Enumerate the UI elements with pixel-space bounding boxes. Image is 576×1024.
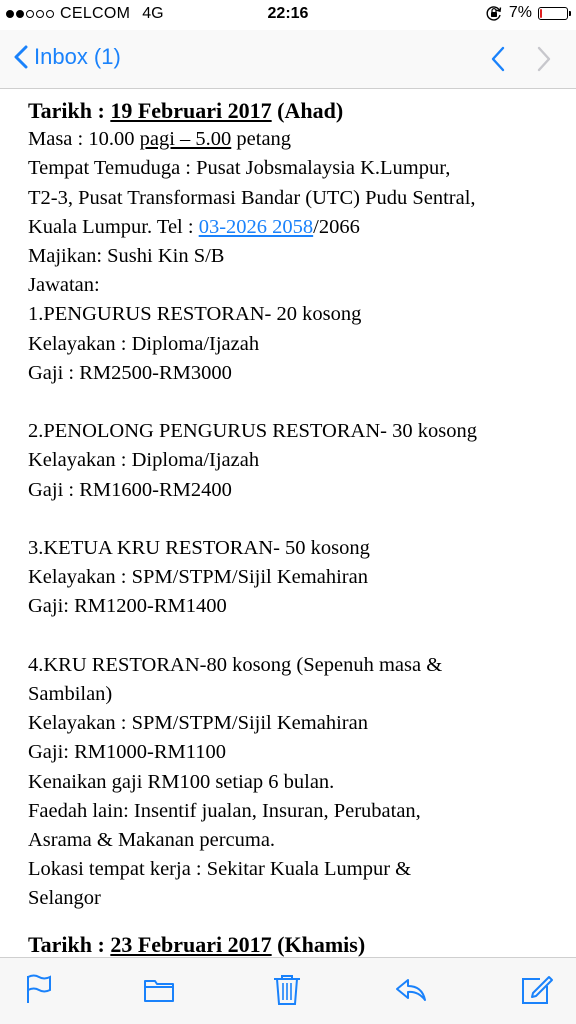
masa-end: petang [231,128,292,151]
spacer [28,505,563,534]
date-heading-2 [28,932,365,958]
previous-message-icon[interactable] [490,46,506,72]
venue-line-3 [28,213,563,242]
job-title: 2.PENOLONG PENGURUS RESTORAN- 30 kosong [28,420,477,443]
job-detail: Gaji: RM1000-RM1100 [28,741,226,764]
heading-prefix: Tarikh : [28,98,111,123]
job-detail: Gaji : RM2500-RM3000 [28,361,232,384]
job-detail: Kenaikan gaji RM100 setiap 6 bulan. [28,770,335,793]
network-type: 4G [142,5,164,22]
heading-day: (Ahad) [271,98,344,123]
job-detail: Gaji : RM1600-RM2400 [28,478,232,501]
status-right [485,4,568,22]
positions-label: Jawatan: [28,274,100,297]
bottom-toolbar [0,957,576,1024]
message-navigation [490,46,552,72]
folder-icon[interactable] [142,972,176,1006]
employer-line: Majikan: Sushi Kin S/B [28,245,225,268]
flag-icon[interactable] [22,972,56,1006]
job-detail: Kelayakan : SPM/STPM/Sijil Kemahiran [28,566,368,589]
job-detail: Kelayakan : Diploma/Ijazah [28,332,260,355]
email-body [28,96,563,936]
job-detail: Faedah lain: Insentif jualan, Insuran, Perubatan, [28,799,421,822]
heading-date: 23 Februari 2017 [110,932,272,957]
venue-city: Kuala Lumpur. Tel : [28,215,199,238]
spacer [28,388,563,417]
job-title: 3.KETUA KRU RESTORAN- 50 kosong [28,537,370,560]
job-detail: Gaji: RM1200-RM1400 [28,595,227,618]
compose-icon[interactable] [520,972,554,1006]
masa-range: pagi – 5.00 [139,128,232,151]
phone-extension: /2066 [313,215,360,238]
next-message-icon[interactable] [536,46,552,72]
phone-link[interactable]: 03-2026 2058 [198,215,314,238]
job-title-continued: Sambilan) [28,683,113,706]
trash-icon[interactable] [270,972,304,1006]
venue-line-1: Tempat Temuduga : Pusat Jobsmalaysia K.Lumpur, [28,157,451,180]
battery-percent: 7% [508,4,532,21]
masa-start: Masa : 10.00 [28,128,140,151]
venue-line-2: T2-3, Pusat Transformasi Bandar (UTC) Pudu Sentral, [28,186,476,209]
job-detail: Kelayakan : SPM/STPM/Sijil Kemahiran [28,712,368,735]
heading-date: 19 Februari 2017 [110,98,272,123]
battery-icon [538,7,568,20]
navigation-bar [0,30,576,89]
status-bar [0,0,576,30]
job-detail: Selangor [28,887,101,910]
carrier-name: CELCOM [60,5,131,22]
reply-icon[interactable] [394,972,428,1006]
job-title: 1.PENGURUS RESTORAN- 20 kosong [28,303,362,326]
job-detail: Lokasi tempat kerja : Sekitar Kuala Lumpur & [28,858,412,881]
job-detail: Asrama & Makanan percuma. [28,829,276,852]
date-heading-1 [28,96,563,125]
heading-prefix: Tarikh : [28,932,111,957]
spacer [28,622,563,651]
time-line [28,125,563,154]
heading-day: (Khamis) [271,932,366,957]
back-to-inbox-button[interactable] [14,44,121,70]
job-detail: Kelayakan : Diploma/Ijazah [28,449,260,472]
job-title: 4.KRU RESTORAN-80 kosong (Sepenuh masa & [28,653,443,676]
status-time: 22:16 [267,5,309,22]
chevron-left-icon [14,45,28,69]
back-label: Inbox (1) [34,44,121,69]
orientation-lock-icon [485,4,503,22]
